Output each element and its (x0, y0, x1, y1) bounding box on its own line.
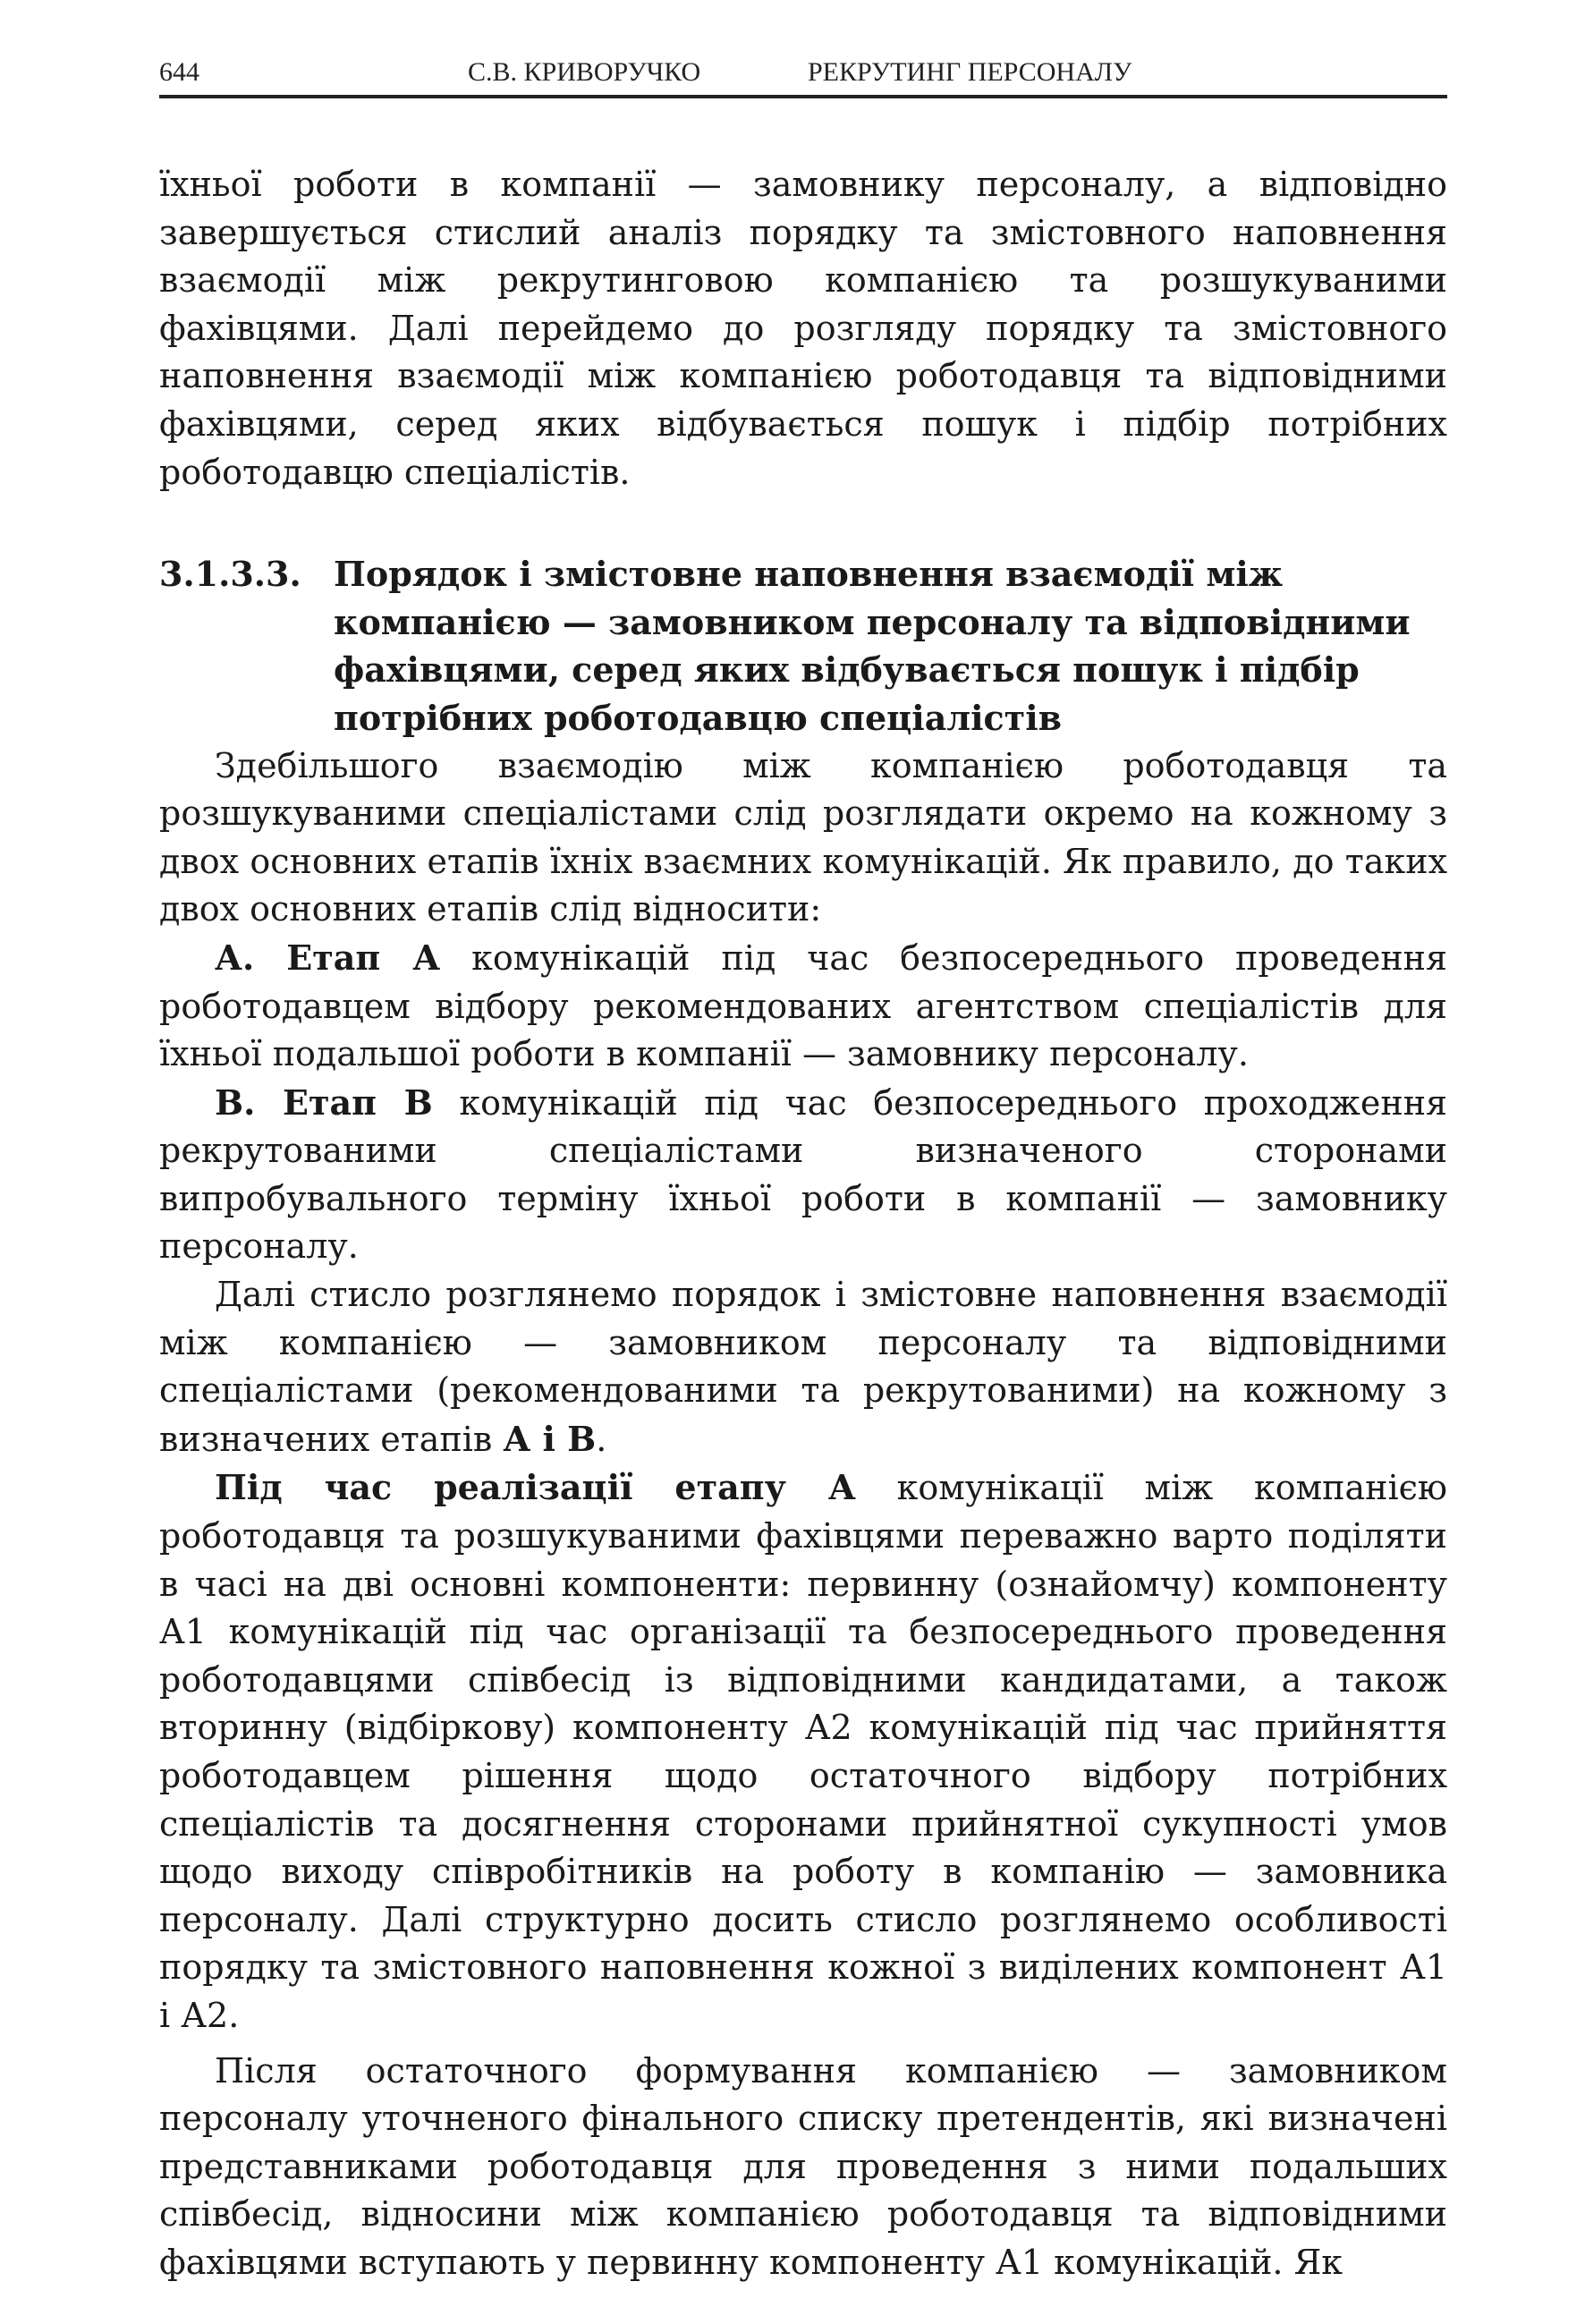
overview-text: Далі стисло розглянемо порядок і змістовне наповнення взаємодії між компанією — замовником персоналу та відповідними спеціалістами (рекомендованими та рекрутованими) на кожному з визначених етапів (159, 1275, 1447, 1459)
paragraph-stage-a-detail (159, 1463, 1447, 2040)
paragraph-stages-intro: Здебільшого взаємодію між компанією роботодавця та розшукуваними спеціалістами слід розглядати окремо на кожному з двох основних етапів їхніх взаємних комунікацій. Як правило, до таких двох основних етапів слід відносити: (159, 745, 1447, 929)
overview-end: . (596, 1419, 607, 1459)
page-number: 644 (159, 57, 199, 87)
stage-a-detail-text: комунікації між компанією роботодавця та розшукуваними фахівцями переважно варто поділяти в часі на дві основні компоненти: первинну (ознайомчу) компоненту А1 комунікацій під час організації та безпосереднього проведення роботодавцями співбесід із відповідними кандидатами, а також вторинну (відбіркову) компоненту А2 комунікацій під час прийняття роботодавцем рішення щодо остаточного відбору потрібних спеціалістів та досягнення сторонами прийнятної сукупності умов щодо виходу співробітників на роботу в компанію — замовника персоналу. Далі структурно досить стисло розглянемо особливості порядку та змістовного наповнення кожної з виділених компонент А1 і А2. (159, 1468, 1447, 2035)
body-text (159, 161, 1447, 2287)
overview-stages: А і В (503, 1418, 597, 1459)
section-title: Порядок і змістовне наповнення взаємодії між компанією — замовником персоналу та відповідними фахівцями, серед яких відбувається пошук і підбір потрібних роботодавцю спеціалістів (334, 554, 1411, 738)
header-title: РЕКРУТИНГ ПЕРСОНАЛУ (808, 57, 1132, 87)
paragraph-stage-a (159, 934, 1447, 1079)
section-number: 3.1.3.3. (159, 554, 301, 595)
running-header (159, 52, 1447, 98)
stage-a-text: комунікацій під час безпосереднього проведення роботодавцем відбору рекомендованих агентством спеціалістів для їхньої подальшої роботи в компанії — замовнику персоналу. (159, 937, 1447, 1074)
stage-b-label: В. Етап В (215, 1081, 433, 1123)
header-author: С.В. КРИВОРУЧКО (468, 57, 701, 87)
stage-b-text: комунікацій під час безпосереднього проходження рекрутованими спеціалістами визначеного сторонами випробувального терміну їхньої роботи в компанії — замовнику персоналу. (159, 1082, 1447, 1267)
paragraph-a1-start: Після остаточного формування компанією — замовником персоналу уточненого фінального списку претендентів, які визначені представниками роботодавця для проведення з ними подальших співбесід, відносини між компанією роботодавця та відповідними фахівцями вступають у первинну компоненту А1 комунікацій. Як (159, 2050, 1447, 2282)
intro-paragraph: їхньої роботи в компанії — замовнику персоналу, а відповідно завершується стислий аналіз порядку та змістовного наповнення взаємодії між рекрутинговою компанією та розшукуваними фахівцями. Далі перейдемо до розгляду порядку та змістовного наповнення взаємодії між компанією роботодавця та відповідними фахівцями, серед яких відбувається пошук і підбір потрібних роботодавцю спеціалістів. (159, 165, 1447, 492)
section-heading (159, 550, 1447, 742)
stage-a-detail-lead: Під час реалізації етапу А (215, 1467, 856, 1508)
paragraph-overview (159, 1271, 1447, 1463)
paragraph-stage-b (159, 1079, 1447, 1271)
stage-a-label: А. Етап А (215, 937, 441, 978)
